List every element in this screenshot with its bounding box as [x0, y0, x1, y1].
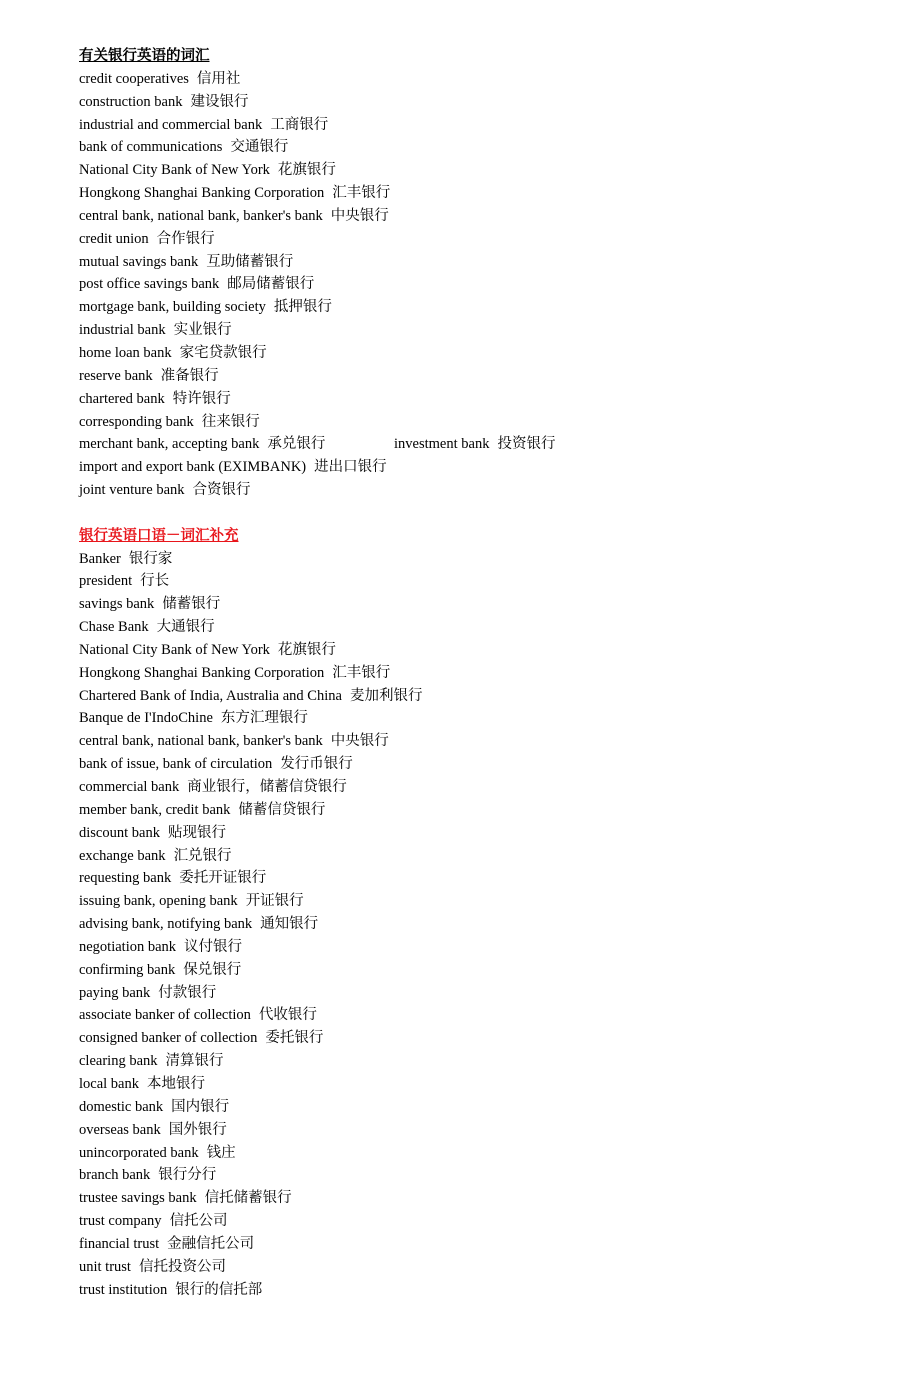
term-chinese: 合作银行: [156, 230, 215, 247]
term-row: [79, 479, 879, 502]
term-chinese: 进出口银行: [314, 459, 387, 476]
term-chinese: 信托投资公司: [138, 1258, 226, 1275]
term-row: [79, 68, 879, 91]
term-chinese: 信托储蓄银行: [204, 1190, 292, 1207]
term-english: branch bank: [79, 1167, 151, 1184]
term-row: [79, 205, 879, 228]
term-row: [79, 1027, 879, 1050]
term-row: [79, 570, 879, 593]
term-row: [79, 593, 879, 616]
term-row: [79, 433, 879, 456]
term-row: [79, 1279, 879, 1302]
term-chinese: 邮局储蓄银行: [227, 276, 315, 293]
term-chinese: 中央银行: [330, 207, 389, 224]
term-row: [79, 1164, 879, 1187]
term-english: overseas bank: [79, 1121, 161, 1138]
term-english: bank of issue, bank of circulation: [79, 756, 273, 773]
term-row: [79, 707, 879, 730]
term-english: consigned banker of collection: [79, 1030, 258, 1047]
term-english: advising bank, notifying bank: [79, 916, 253, 933]
term-english: home loan bank: [79, 344, 172, 361]
term-english: negotiation bank: [79, 938, 177, 955]
term-english: Hongkong Shanghai Banking Corporation: [79, 185, 325, 202]
term-chinese: 国外银行: [168, 1121, 227, 1138]
term-chinese: 付款银行: [158, 984, 217, 1001]
term-english: commercial bank: [79, 779, 180, 795]
term-row: [79, 411, 879, 434]
term-row: [79, 1233, 879, 1256]
term-chinese: 建设银行: [190, 93, 249, 110]
term-chinese: 花旗银行: [277, 641, 336, 658]
term-english: local bank: [79, 1075, 139, 1092]
term-row: [79, 548, 879, 571]
term-row: [79, 159, 879, 182]
term-english: unincorporated bank: [79, 1144, 199, 1161]
term-english: merchant bank, accepting bank: [79, 436, 260, 453]
term-english: mutual savings bank: [79, 253, 199, 270]
term-english: trust institution: [79, 1281, 168, 1298]
term-english: mortgage bank, building society: [79, 299, 266, 316]
term-chinese: 信托公司: [169, 1213, 228, 1230]
term-english: trust company: [79, 1213, 162, 1230]
term-chinese: 储蓄信贷银行: [238, 801, 326, 818]
term-english: requesting bank: [79, 870, 172, 887]
term-row: [79, 228, 879, 251]
term-english: industrial bank: [79, 322, 166, 339]
term-chinese: 汇兑银行: [173, 847, 232, 864]
term-chinese: 互助储蓄银行: [206, 253, 294, 270]
term-row: [79, 1210, 879, 1233]
term-chinese: 金融信托公司: [167, 1235, 255, 1252]
term-chinese: 花旗银行: [277, 162, 336, 179]
term-row: [79, 616, 879, 639]
term-chinese: 代收银行: [258, 1007, 317, 1024]
term-row: [79, 342, 879, 365]
term-english: industrial and commercial bank: [79, 116, 263, 133]
term-row: [79, 1050, 879, 1073]
term-row: [79, 685, 879, 708]
term-row: [79, 1187, 879, 1210]
term-chinese: 行长: [140, 573, 170, 590]
term-row: [79, 753, 879, 776]
term-row: [79, 1096, 879, 1119]
term-english: exchange bank: [79, 847, 166, 864]
term-english: reserve bank: [79, 367, 153, 384]
term-chinese: 家宅贷款银行: [179, 344, 267, 361]
term-chinese: 信用社: [196, 70, 241, 87]
term-chinese: 保兑银行: [183, 961, 242, 978]
term-english: bank of communications: [79, 139, 223, 156]
term-row: [79, 936, 879, 959]
term-english: financial trust: [79, 1235, 160, 1252]
term-row: [79, 273, 879, 296]
term-row: [79, 913, 879, 936]
term-chinese: 钱庄: [206, 1144, 236, 1161]
term-chinese: 开证银行: [245, 893, 304, 910]
term-english: National City Bank of New York: [79, 162, 270, 179]
term-row: [79, 251, 879, 274]
term-chinese: 大通银行: [156, 619, 215, 636]
term-english: investment bank: [394, 436, 490, 453]
term-row: [79, 456, 879, 479]
term-english: Chase Bank: [79, 619, 149, 636]
section2-list: [79, 548, 879, 1302]
term-chinese: 工商银行: [270, 116, 329, 133]
term-chinese: 商业银行，储蓄信贷银行: [187, 779, 347, 795]
term-english: credit union: [79, 230, 149, 247]
term-chinese: 准备银行: [160, 367, 219, 384]
term-row: [79, 822, 879, 845]
term-english: central bank, national bank, banker's bank: [79, 207, 323, 224]
term-chinese: 清算银行: [165, 1053, 224, 1070]
term-english: Banque de I'IndoChine: [79, 710, 213, 727]
term-row: [79, 182, 879, 205]
term-row: [79, 845, 879, 868]
term-chinese: 投资银行: [497, 436, 556, 453]
term-chinese: 本地银行: [147, 1075, 205, 1092]
term-chinese: 贴现银行: [167, 824, 226, 841]
term-english: Banker: [79, 550, 121, 567]
term-row: [79, 1119, 879, 1142]
term-english: Chartered Bank of India, Australia and China: [79, 687, 342, 704]
term-chinese: 承兑银行: [267, 436, 326, 453]
term-row: [79, 1004, 879, 1027]
term-chinese: 中央银行: [330, 733, 389, 750]
term-english: central bank, national bank, banker's bank: [79, 733, 323, 750]
term-row: [79, 388, 879, 411]
term-english: clearing bank: [79, 1053, 158, 1070]
term-row: [79, 776, 879, 799]
term-english: post office savings bank: [79, 276, 220, 293]
term-row: [79, 365, 879, 388]
term-english: paying bank: [79, 984, 151, 1001]
term-english: confirming bank: [79, 961, 176, 978]
section1-list: [79, 68, 879, 502]
term-chinese: 汇丰银行: [332, 185, 391, 202]
term-chinese: 抵押银行: [273, 299, 332, 316]
spacer: [79, 502, 879, 525]
term-pair-second: [394, 433, 555, 456]
term-chinese: 议付银行: [184, 938, 243, 955]
term-english: joint venture bank: [79, 482, 185, 499]
section1-title: 有关银行英语的词汇: [79, 48, 210, 64]
term-chinese: 汇丰银行: [332, 664, 391, 681]
term-chinese: 实业银行: [173, 322, 232, 339]
term-english: trustee savings bank: [79, 1190, 197, 1207]
term-chinese: 储蓄银行: [162, 596, 221, 613]
term-chinese: 银行家: [128, 550, 173, 567]
term-chinese: 国内银行: [171, 1098, 230, 1115]
term-row: [79, 662, 879, 685]
term-english: import and export bank (EXIMBANK): [79, 459, 307, 476]
term-row: [79, 296, 879, 319]
term-row: [79, 890, 879, 913]
term-row: [79, 639, 879, 662]
document-page: [79, 45, 879, 1301]
term-english: domestic bank: [79, 1098, 164, 1115]
term-row: [79, 1142, 879, 1165]
term-chinese: 麦加利银行: [349, 687, 423, 704]
term-chinese: 交通银行: [230, 139, 289, 156]
term-chinese: 银行的信托部: [175, 1281, 263, 1298]
term-english: unit trust: [79, 1258, 131, 1275]
term-english: associate banker of collection: [79, 1007, 251, 1024]
term-row: [79, 959, 879, 982]
term-chinese: 通知银行: [260, 916, 319, 933]
term-chinese: 合资银行: [192, 482, 251, 499]
term-english: issuing bank, opening bank: [79, 893, 238, 910]
term-row: [79, 114, 879, 137]
term-row: [79, 982, 879, 1005]
term-chinese: 委托开证银行: [179, 870, 267, 887]
term-english: corresponding bank: [79, 413, 194, 430]
term-chinese: 委托银行: [265, 1030, 324, 1047]
term-english: president: [79, 573, 133, 590]
term-english: savings bank: [79, 596, 155, 613]
term-row: [79, 136, 879, 159]
term-english: credit cooperatives: [79, 70, 189, 87]
term-row: [79, 799, 879, 822]
term-english: member bank, credit bank: [79, 801, 231, 818]
term-row: [79, 319, 879, 342]
term-row: [79, 1256, 879, 1279]
term-row: [79, 730, 879, 753]
term-row: [79, 867, 879, 890]
term-english: Hongkong Shanghai Banking Corporation: [79, 664, 325, 681]
term-english: National City Bank of New York: [79, 641, 270, 658]
term-chinese: 发行币银行: [280, 756, 353, 773]
term-chinese: 东方汇理银行: [220, 710, 308, 727]
section2-title: 银行英语口语－词汇补充: [79, 527, 239, 544]
term-chinese: 往来银行: [201, 413, 260, 430]
term-english: construction bank: [79, 93, 183, 110]
term-chinese: 银行分行: [158, 1167, 217, 1184]
term-row: [79, 91, 879, 114]
term-english: discount bank: [79, 824, 160, 841]
term-english: chartered bank: [79, 390, 165, 407]
term-chinese: 特许银行: [172, 390, 231, 407]
term-row: [79, 1073, 879, 1096]
